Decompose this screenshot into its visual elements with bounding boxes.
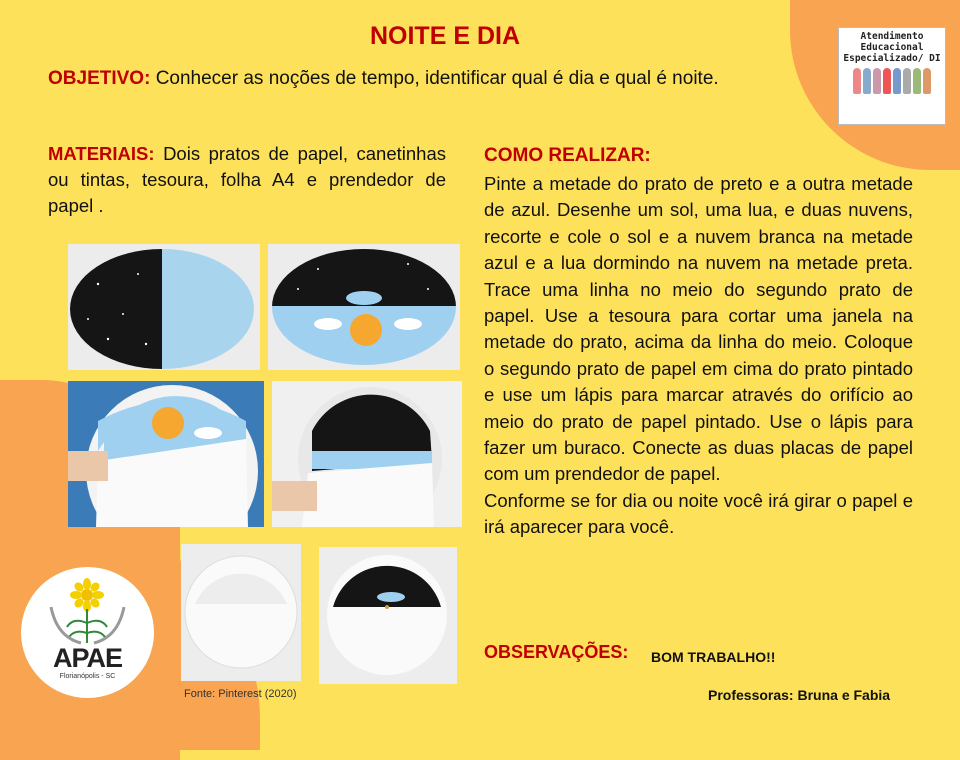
como-text-2: Conforme se for dia ou noite você irá girar o papel e irá aparecer para você. — [484, 489, 913, 538]
objetivo-text: Conhecer as noções de tempo, identificar qual é dia e qual é noite. — [155, 68, 719, 89]
logo-name: APAE — [52, 643, 122, 673]
materiais-label: MATERIAIS: — [48, 143, 155, 164]
materiais-text: Dois pratos de papel, canetinhas ou tintas, tesoura, folha A4 e prendedor de papel . — [48, 143, 447, 216]
objetivo-section — [48, 66, 768, 91]
photo-assembled-plate — [319, 547, 457, 684]
badge-illustration — [839, 68, 945, 94]
como-text: Pinte a metade do prato de preto e a outra metade de azul. Desenhe um sol, uma lua, e duas nuvens, recorte e cole o sol e a nuvem branca na metade azul e a lua dormindo na nuvem na metade preta. Trace uma linha no meio do segundo prato de papel. Use a tesoura para cortar uma janela na metade do prato, acima da linha do meio. Coloque o segundo prato de papel em cima do prato pintado e use um lápis para marcar através do orifício ao meio do prato de papel pintado. Use o lápis para fazer um buraco. Conecte as duas placas de papel com um prendedor de papel. — [484, 173, 913, 485]
objetivo-label: OBJETIVO: — [48, 68, 151, 89]
photo-moon-window — [272, 381, 462, 527]
materiais-section — [48, 141, 446, 219]
photo-sun-window — [68, 381, 264, 527]
como-label: COMO REALIZAR: — [484, 145, 651, 166]
photo-decorated-plate — [268, 244, 460, 370]
observacoes-label: OBSERVAÇÕES: — [484, 642, 629, 662]
page-title: NOITE E DIA — [369, 22, 520, 50]
badge-line-3: Especializado/ DI — [843, 53, 941, 64]
badge-line-2: Educacional — [860, 42, 924, 53]
photo-painted-plate — [68, 244, 260, 370]
badge-line-1: Atendimento — [860, 31, 924, 42]
professoras: Professoras: Bruna e Fabia — [708, 687, 891, 703]
observacoes-text: BOM TRABALHO!! — [651, 649, 776, 665]
como-section — [484, 171, 913, 541]
apae-logo — [21, 567, 154, 698]
logo-city: Florianópolis - SC — [59, 673, 116, 680]
flower-icon — [21, 567, 154, 647]
photo-cut-plate — [181, 544, 301, 681]
source-caption: Fonte: Pinterest (2020) — [184, 688, 297, 700]
